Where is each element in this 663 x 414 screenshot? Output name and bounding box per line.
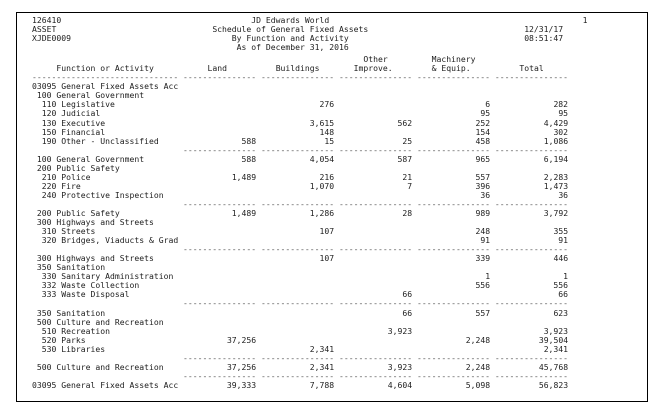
cell-total: 4,429: [543, 117, 569, 128]
cell-total: 3,923: [543, 325, 569, 336]
row-label: 310 Streets: [32, 226, 96, 237]
section-separator: --------------- --------------- --------------- --------------- ---------------: [32, 144, 569, 155]
version-id: XJDE0009: [32, 33, 71, 44]
report-title: Schedule of General Fixed Assets: [212, 24, 369, 35]
row-label: 350 Sanitation: [32, 307, 106, 318]
row-label: 240 Protective Inspection: [32, 189, 164, 200]
column-header-land: Land: [207, 63, 227, 74]
cell-machinery: 2,248: [465, 334, 491, 345]
cell-land: 588: [241, 153, 257, 164]
cell-machinery: 396: [475, 180, 491, 191]
cell-land: 588: [241, 135, 257, 146]
row-label: 500 Culture and Recreation: [32, 361, 164, 372]
report-title: By Function and Activity: [231, 33, 349, 44]
row-label: 500 Culture and Recreation: [32, 316, 164, 327]
cell-total: 282: [553, 99, 569, 110]
cell-buildings: 276: [319, 99, 335, 110]
row-label: 100 General Government: [32, 90, 145, 101]
row-label: 350 Sanitation: [32, 262, 106, 273]
section-separator: --------------- --------------- --------------- --------------- ---------------: [32, 244, 569, 255]
row-label: 120 Judicial: [32, 108, 101, 119]
row-label: 190 Other - Unclassified: [32, 135, 159, 146]
report-header-line: [32, 43, 588, 52]
report-name: ASSET: [32, 24, 57, 35]
cell-machinery: 557: [475, 171, 491, 182]
cell-machinery: 339: [475, 253, 491, 264]
cell-machinery: 248: [475, 226, 491, 237]
row-label: 320 Bridges, Viaducts & Grad: [32, 235, 179, 246]
cell-total: 56,823: [538, 379, 569, 390]
cell-land: 39,333: [226, 379, 257, 390]
cell-total: 1,473: [543, 180, 569, 191]
section-separator: --------------- --------------- --------------- --------------- ---------------: [32, 198, 569, 209]
cell-total: 302: [553, 126, 569, 137]
cell-machinery: 252: [475, 117, 491, 128]
report-page: [16, 12, 648, 402]
row-label: 530 Libraries: [32, 343, 106, 354]
cell-total: 1,086: [543, 135, 569, 146]
row-label: 150 Financial: [32, 126, 106, 137]
cell-machinery: 5,098: [465, 379, 491, 390]
cell-total: 3,792: [543, 207, 569, 218]
cell-machinery: 6: [485, 99, 491, 110]
cell-buildings: 148: [319, 126, 335, 137]
cell-other: 21: [402, 171, 413, 182]
section-separator: --------------- --------------- --------------- --------------- ---------------: [32, 352, 569, 363]
cell-buildings: 1,070: [309, 180, 335, 191]
report-text: [32, 16, 588, 390]
row-label: 220 Fire: [32, 180, 81, 191]
cell-buildings: 2,341: [309, 343, 335, 354]
section-separator: --------------- --------------- --------------- --------------- ---------------: [32, 298, 569, 309]
cell-total: 66: [558, 289, 569, 300]
cell-machinery: 154: [475, 126, 491, 137]
cell-buildings: 107: [319, 226, 335, 237]
cell-other: 25: [402, 135, 413, 146]
column-header-other: Improve.: [353, 63, 393, 74]
row-label: 330 Sanitary Administration: [32, 271, 174, 282]
cell-machinery: 989: [475, 207, 491, 218]
cell-total: 2,341: [543, 343, 569, 354]
row-label: 520 Parks: [32, 334, 86, 345]
cell-total: 36: [558, 189, 569, 200]
cell-buildings: 107: [319, 253, 335, 264]
cell-total: 2,283: [543, 171, 569, 182]
column-header-machinery: & Equip.: [431, 63, 471, 74]
cell-buildings: 7,788: [309, 379, 335, 390]
cell-machinery: 965: [475, 153, 491, 164]
section-separator: --------------- --------------- --------------- --------------- ---------------: [32, 370, 569, 381]
cell-total: 91: [558, 235, 569, 246]
row-label: 210 Police: [32, 171, 91, 182]
page-number: 1: [582, 15, 588, 25]
row-label: 200 Public Safety: [32, 162, 120, 173]
cell-other: 66: [402, 307, 413, 318]
column-header-buildings: Buildings: [275, 63, 320, 74]
row-label: 03095 General Fixed Assets Acc: [32, 379, 179, 390]
column-header-label: Function or Activity: [56, 63, 154, 74]
row-label: 200 Public Safety: [32, 207, 120, 218]
cell-total: 6,194: [543, 153, 569, 164]
cell-land: 1,489: [231, 171, 257, 182]
row-label: 130 Executive: [32, 117, 106, 128]
row-label: 03095 General Fixed Assets Acc: [32, 81, 179, 92]
row-label: 100 General Government: [32, 153, 145, 164]
cell-buildings: 1,286: [309, 207, 335, 218]
column-header-total: Total: [519, 63, 544, 74]
row-label: 332 Waste Collection: [32, 280, 140, 291]
cell-other: 587: [397, 153, 413, 164]
job-number: 126410: [32, 15, 62, 25]
cell-machinery: 458: [475, 135, 491, 146]
cell-total: 39,504: [538, 334, 569, 345]
cell-total: 1: [563, 271, 569, 282]
report-row: [32, 381, 588, 390]
cell-other: 28: [402, 207, 413, 218]
cell-land: 37,256: [226, 361, 257, 372]
cell-other: 562: [397, 117, 413, 128]
cell-machinery: 2,248: [465, 361, 491, 372]
row-label: 300 Highways and Streets: [32, 217, 154, 228]
report-date: 12/31/17: [524, 24, 564, 35]
report-title: JD Edwards World: [251, 15, 330, 25]
column-header-machinery: Machinery: [431, 54, 476, 65]
cell-buildings: 2,341: [309, 361, 335, 372]
cell-machinery: 91: [480, 235, 491, 246]
cell-total: 355: [553, 226, 569, 237]
cell-total: 556: [553, 280, 569, 291]
cell-land: 1,489: [231, 207, 257, 218]
column-header-other: Other: [363, 54, 388, 65]
cell-total: 45,768: [538, 361, 569, 372]
header-separator: ------------------------------ --------------- --------------- --------------- --------------- ---------------: [32, 72, 569, 83]
cell-total: 623: [553, 307, 569, 318]
cell-machinery: 1: [485, 271, 491, 282]
cell-land: 37,256: [226, 334, 257, 345]
cell-buildings: 4,054: [309, 153, 335, 164]
cell-total: 446: [553, 253, 569, 264]
as-of-date: As of December 31, 2016: [236, 42, 349, 53]
cell-other: 4,604: [387, 379, 413, 390]
cell-other: 3,923: [387, 361, 413, 372]
cell-machinery: 36: [480, 189, 491, 200]
row-label: 300 Highways and Streets: [32, 253, 154, 264]
cell-machinery: 95: [480, 108, 491, 119]
row-label: 333 Waste Disposal: [32, 289, 130, 300]
cell-buildings: 216: [319, 171, 335, 182]
cell-buildings: 15: [324, 135, 335, 146]
report-row: [32, 254, 588, 263]
cell-machinery: 557: [475, 307, 491, 318]
row-label: 510 Recreation: [32, 325, 110, 336]
cell-other: 3,923: [387, 325, 413, 336]
report-time: 08:51:47: [524, 33, 564, 44]
cell-other: 66: [402, 289, 413, 300]
cell-buildings: 3,615: [309, 117, 335, 128]
cell-machinery: 556: [475, 280, 491, 291]
cell-other: 7: [407, 180, 413, 191]
row-label: 110 Legislative: [32, 99, 115, 110]
cell-total: 95: [558, 108, 569, 119]
